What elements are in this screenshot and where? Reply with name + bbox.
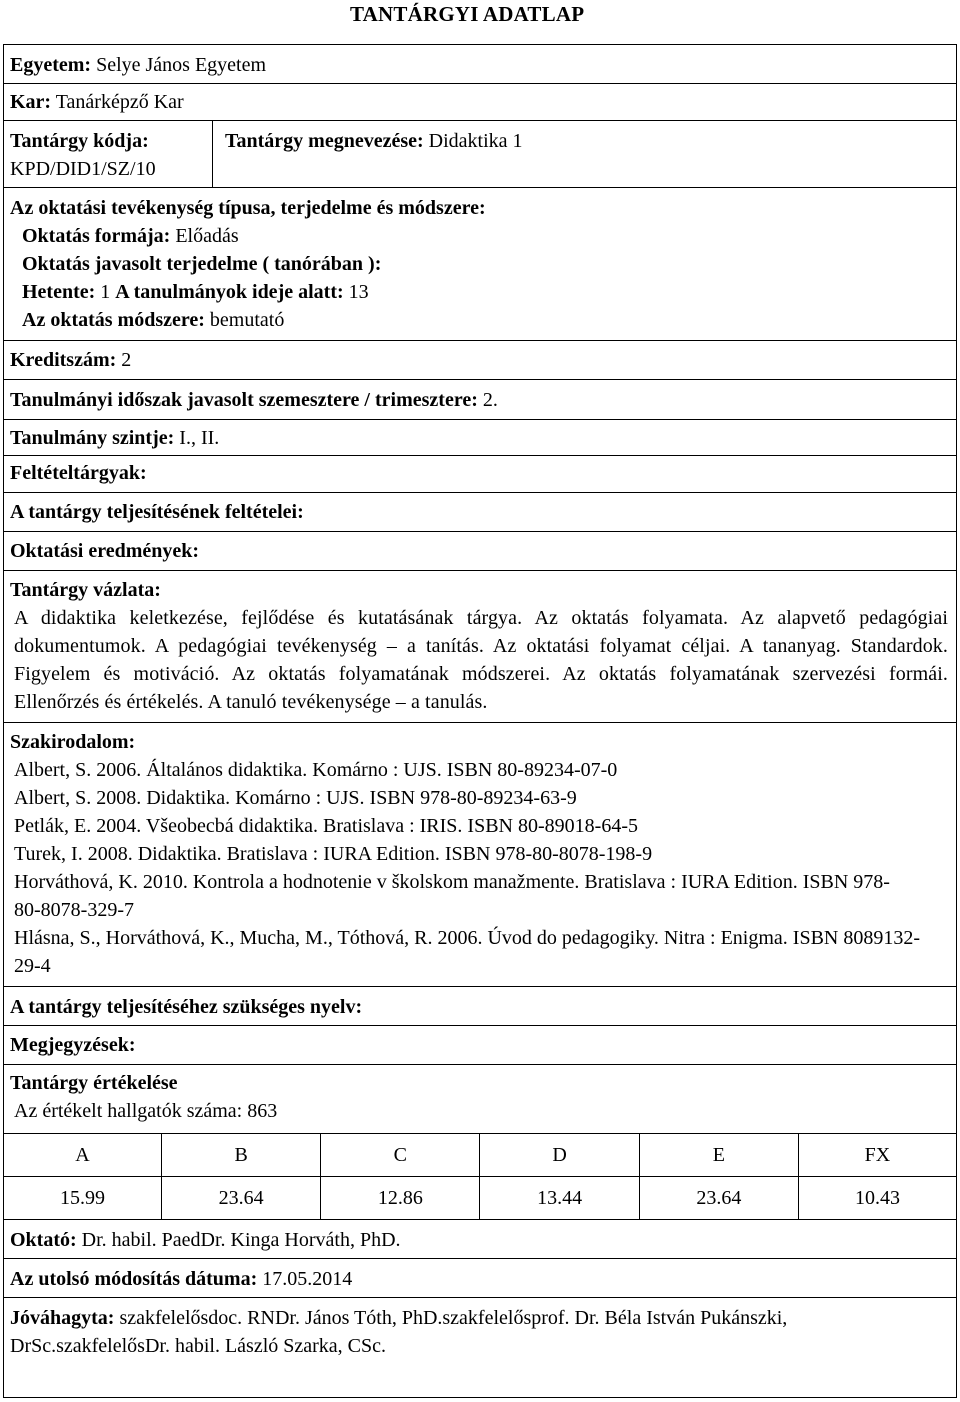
activity-row [4,188,956,341]
course-name-label: Tantárgy megnevezése: [225,130,424,152]
modified-value: 17.05.2014 [262,1268,353,1290]
literature-item: Turek, I. 2008. Didaktika. Bratislava : IURA Edition. ISBN 978-80-8078-198-9 [14,843,653,865]
approved-row [4,1298,956,1364]
activity-form [10,222,956,250]
instructor-label: Oktató: [10,1229,77,1251]
course-name-value: Didaktika 1 [428,130,523,152]
instructor-row [4,1220,956,1259]
literature-row [4,723,956,987]
literature-item: Albert, S. 2006. Általános didaktika. Komárno : UJS. ISBN 80-89234-07-0 [14,759,618,781]
credits-row [4,341,956,380]
data-sheet [3,44,957,1398]
grade-header-row [4,1134,956,1177]
total-label: A tanulmányok ideje alatt: [115,281,344,303]
university-label: Egyetem: [10,54,92,76]
weekly-label: Hetente: [22,281,96,303]
approved-value: szakfelelősdoc. RNDr. János Tóth, PhD.szakfelelősprof. Dr. Béla István Pukánszki, DrSc.szakfelelősDr. habil. László Szarka, CSc. [10,1307,788,1357]
course-code-value: KPD/DID1/SZ/10 [10,158,156,180]
grade-header: C [321,1134,480,1177]
activity-extent-label: Oktatás javasolt terjedelme ( tanórában ): [22,253,382,275]
grade-table [4,1133,956,1219]
outcomes-row [4,532,956,571]
prerequisites-row [4,456,956,493]
literature-item: Petlák, E. 2004. Všeobecbá didaktika. Bratislava : IRIS. ISBN 80-89018-64-5 [14,815,638,837]
grade-value-row [4,1177,956,1220]
modified-row [4,1259,956,1298]
credits-value: 2 [121,349,132,371]
outline-text: A didaktika keletkezése, fejlődése és kutatásának tárgya. Az oktatás folyamata. Az alapvető pedagógiai dokumentumok. A pedagógiai tevékenység – a tanítás. Az oktatási folyamat céljai. A tananyag. Standardok. Figyelem és motiváció. Az oktatás folyamatának módszerei. Az oktatás folyamatának szervezési formái. Ellenőrzés és értékelés. A tanuló tevékenysége – a tanulás. [14,607,948,713]
grade-header: A [4,1134,162,1177]
language-label: A tantárgy teljesítéséhez szükséges nyelv: [10,996,363,1018]
semester-label: Tanulmányi időszak javasolt szemesztere / trimesztere: [10,389,478,411]
total-value: 13 [348,281,369,303]
literature-label: Szakirodalom: [10,731,136,753]
university-row [4,45,956,84]
grade-header: B [162,1134,321,1177]
university-value: Selye János Egyetem [96,54,267,76]
level-value: I., II. [179,427,220,449]
semester-value: 2. [482,389,498,411]
prerequisites-label: Feltételtárgyak: [10,462,147,484]
evaluation-row [4,1065,956,1220]
grade-header: D [480,1134,639,1177]
activity-method [10,306,956,334]
grade-value: 10.43 [798,1177,956,1220]
activity-form-value: Előadás [175,225,239,247]
evaluation-label: Tantárgy értékelése [10,1072,178,1094]
method-label: Az oktatás módszere: [22,309,205,331]
activity-heading: Az oktatási tevékenység típusa, terjedelme és módszere: [10,197,486,219]
literature-item: Horváthová, K. 2010. Kontrola a hodnotenie v školskom manažmente. Bratislava : IURA Edition. ISBN 978-80-8078-329-7 [14,871,890,921]
course-code-cell [4,121,213,187]
grade-header: FX [798,1134,956,1177]
faculty-label: Kar: [10,91,52,113]
faculty-value: Tanárképző Kar [55,91,184,113]
literature-item: Albert, S. 2008. Didaktika. Komárno : UJS. ISBN 978-80-89234-63-9 [14,787,577,809]
grade-value: 23.64 [162,1177,321,1220]
activity-form-label: Oktatás formája: [22,225,171,247]
level-label: Tanulmány szintje: [10,427,175,449]
semester-row [4,380,956,420]
notes-row [4,1026,956,1065]
grade-value: 23.64 [639,1177,798,1220]
method-value: bemutató [209,309,285,331]
grade-value: 13.44 [480,1177,639,1220]
outline-label: Tantárgy vázlata: [10,579,161,601]
modified-label: Az utolsó módosítás dátuma: [10,1268,258,1290]
literature-item: Hlásna, S., Horváthová, K., Mucha, M., Tóthová, R. 2006. Úvod do pedagogiky. Nitra : Enigma. ISBN 8089132-29-4 [14,927,921,977]
page-title: TANTÁRGYI ADATLAP [350,2,585,26]
outcomes-label: Oktatási eredmények: [10,540,200,562]
weekly-value: 1 [100,281,111,303]
evaluated-count: Az értékelt hallgatók száma: 863 [14,1100,278,1122]
course-id-row [4,121,956,188]
credits-label: Kreditszám: [10,349,117,371]
approved-label: Jóváhagyta: [10,1307,115,1329]
grade-value: 15.99 [60,1187,105,1209]
completion-row [4,493,956,532]
outline-row [4,571,956,723]
grade-header: E [639,1134,798,1177]
course-code-label: Tantárgy kódja: [10,130,149,152]
grade-value: 12.86 [321,1177,480,1220]
language-row [4,987,956,1026]
instructor-value: Dr. habil. PaedDr. Kinga Horváth, PhD. [81,1229,401,1251]
faculty-row [4,84,956,121]
level-row [4,420,956,456]
activity-hours [10,278,956,306]
notes-label: Megjegyzések: [10,1034,136,1056]
completion-label: A tantárgy teljesítésének feltételei: [10,501,304,523]
course-name-cell [213,121,956,187]
